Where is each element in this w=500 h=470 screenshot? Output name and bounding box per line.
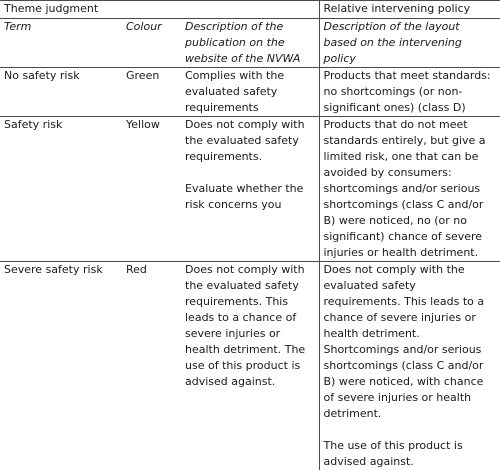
table-subheader-row [0,19,500,68]
colour-column-header: Colour [122,19,181,68]
publication-cell [181,262,319,470]
layout-text: Does not comply with the evaluated safety requirements. This leads to a chance of severe injuries or health detriment. Shortcomings and/or serious shortcomings (class C and/or B) were noticed, with chance of severe injuries or health detriment. [324,262,497,422]
publication-text: Does not comply with the evaluated safety requirements. [185,117,315,165]
layout-cell [319,117,500,262]
layout-text: Products that meet standards: no shortcomings (or non-significant ones) (class D) [324,68,497,116]
publication-cell [181,117,319,262]
table-row [0,117,500,262]
term-cell: Safety risk [0,117,122,262]
layout-text: Products that do not meet standards entirely, but give a limited risk, one that can be avoided by consumers: shortcomings and/or serious shortcomings (class C and/or B) were noticed, no (or no significant) chance of severe injuries or health detriment. [324,117,497,261]
layout-column-header: Description of the layout based on the intervening policy [319,19,500,68]
publication-text: Evaluate whether the risk concerns you [185,181,315,213]
theme-judgment-header: Theme judgment [0,1,319,19]
relative-policy-header: Relative intervening policy [319,1,500,19]
table-header-row [0,1,500,19]
table-row [0,68,500,117]
colour-cell: Yellow [122,117,181,262]
publication-text: Does not comply with the evaluated safety requirements. This leads to a chance of severe injuries or health detriment. The use of this product is advised against. [185,262,315,390]
colour-cell: Red [122,262,181,470]
term-column-header: Term [0,19,122,68]
publication-text: Complies with the evaluated safety requirements [185,68,315,116]
publication-column-header: Description of the publication on the website of the NVWA [181,19,319,68]
layout-cell [319,68,500,117]
colour-cell: Green [122,68,181,117]
table-row [0,262,500,470]
publication-cell [181,68,319,117]
term-cell: No safety risk [0,68,122,117]
layout-cell [319,262,500,470]
term-cell: Severe safety risk [0,262,122,470]
layout-text: The use of this product is advised against. [324,438,497,470]
